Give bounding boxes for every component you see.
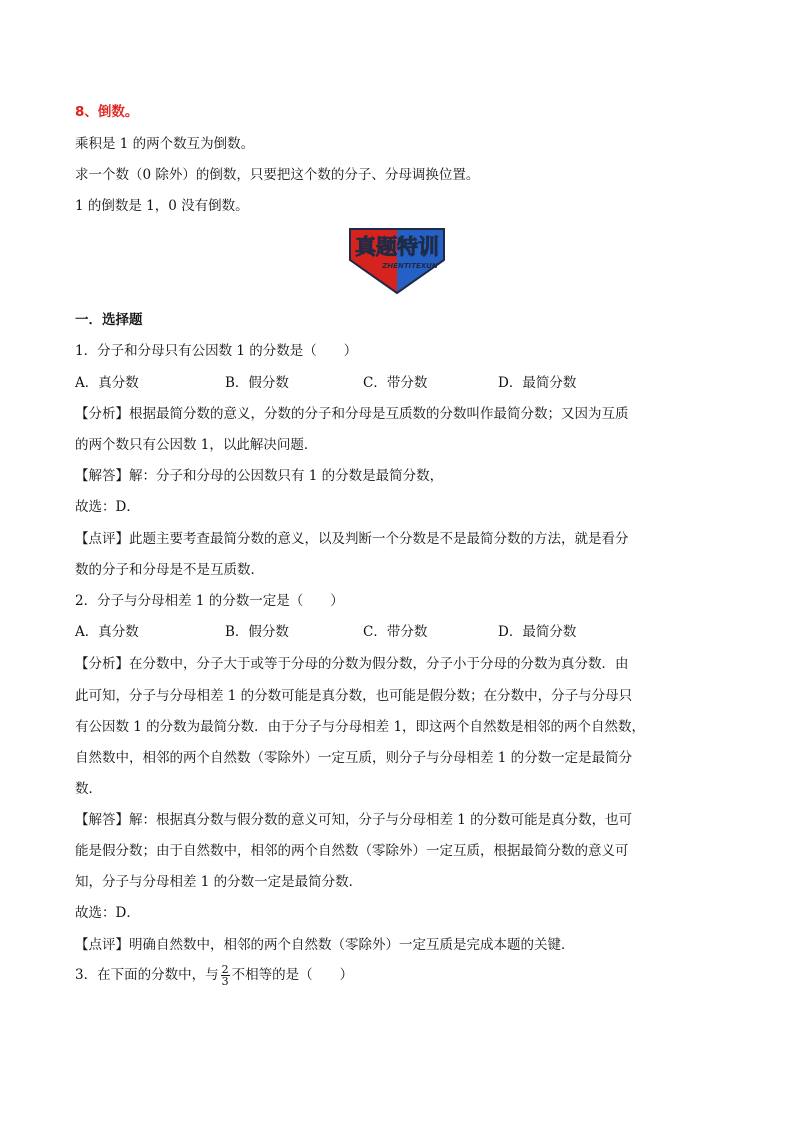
stem-prefix: 3．在下面的分数中，与 [75,967,219,983]
question-stem [75,964,734,987]
option-d: D．最简分数 [498,624,577,640]
analysis-line: 自然数中，相邻的两个自然数（零除外）一定互质，则分子与分母相差 1 的分数一定是最简分 [75,750,633,766]
answer-line: 知，分子与分母相差 1 的分数一定是最简分数． [75,874,363,890]
option-a: A．真分数 [75,375,139,391]
comment-line: 数的分子和分母是不是互质数． [75,562,264,578]
analysis-line: 有公因数 1 的分数为最简分数．由于分子与分母相差 1，即这两个自然数是相邻的两个自然数， [75,719,646,735]
question-stem: 1．分子和分母只有公因数 1 的分数是（ ） [75,343,358,359]
zhentitexun-logo [347,226,447,296]
analysis-line: 此可知，分子与分母相差 1 的分数可能是真分数，也可能是假分数；在分数中，分子与分母只 [75,688,633,704]
comment-line: 【点评】此题主要考查最简分数的意义，以及判断一个分数是不是最简分数的方法，就是看分 [75,531,629,547]
logo-title: 真题特训 [355,235,439,259]
analysis-line: 的两个数只有公因数 1，以此解决问题． [75,437,318,453]
logo-subtitle: ZHENTITEXUN [382,262,438,270]
section-heading: 8、倒数。 [75,104,139,120]
answer-line: 【解答】解：分子和分母的公因数只有 1 的分数是最简分数， [75,468,444,484]
option-d: D．最简分数 [498,375,577,391]
answer-line: 能是假分数；由于自然数中，相邻的两个自然数（零除外）一定互质，根据最简分数的意义可 [75,843,629,859]
option-b: B．假分数 [225,624,289,640]
text-line: 1 的倒数是 1，0 没有倒数。 [75,198,249,214]
fraction-denominator: 3 [221,975,229,988]
option-b: B．假分数 [225,375,289,391]
text-line: 乘积是 1 的两个数互为倒数。 [75,136,255,152]
question-stem: 2．分子与分母相差 1 的分数一定是（ ） [75,593,344,609]
option-a: A．真分数 [75,624,139,640]
part-heading: 一．选择题 [75,312,143,328]
fraction [221,964,230,987]
analysis-line: 数． [75,781,102,797]
analysis-line: 【分析】在分数中，分子大于或等于分母的分数为假分数，分子小于分母的分数为真分数．由 [75,656,629,672]
option-c: C．带分数 [363,624,428,640]
fraction-numerator: 2 [221,963,229,976]
analysis-line: 【分析】根据最简分数的意义，分数的分子和分母是互质数的分数叫作最简分数；又因为互质 [75,406,629,422]
text-line: 求一个数（0 除外）的倒数，只要把这个数的分子、分母调换位置。 [75,167,480,183]
comment-line: 【点评】明确自然数中，相邻的两个自然数（零除外）一定互质是完成本题的关键． [75,937,575,953]
option-c: C．带分数 [363,375,428,391]
answer-line: 故选：D． [75,905,140,921]
answer-line: 【解答】解：根据真分数与假分数的意义可知，分子与分母相差 1 的分数可能是真分数，也可 [75,812,633,828]
stem-suffix: 不相等的是（ ） [231,967,354,983]
answer-line: 故选：D． [75,499,140,515]
